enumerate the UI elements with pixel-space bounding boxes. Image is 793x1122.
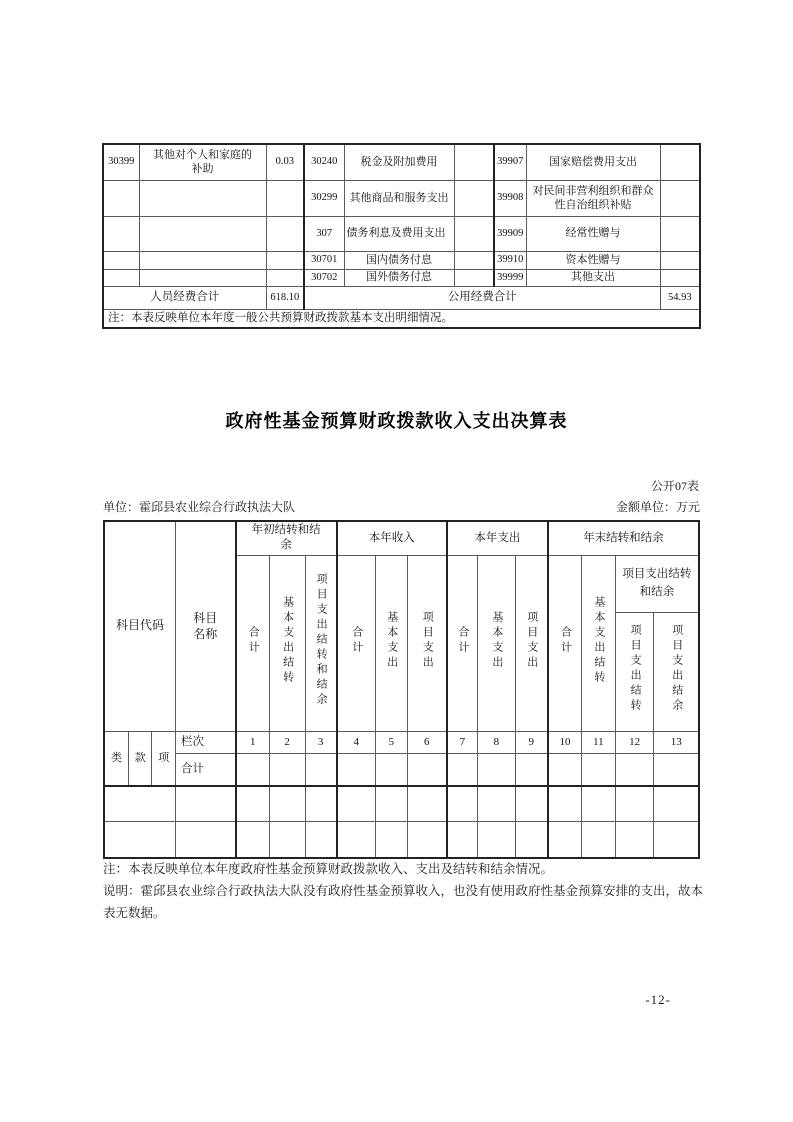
empty-cell <box>104 821 175 858</box>
column-number: 7 <box>447 731 478 753</box>
amount-cell <box>266 251 304 269</box>
empty-cell <box>447 753 478 786</box>
form-number-label: 公开07表 <box>650 479 699 493</box>
empty-cell <box>447 821 478 858</box>
empty-cell <box>615 753 654 786</box>
column-number: 11 <box>582 731 616 753</box>
totals-row <box>103 286 700 309</box>
code-cell: 39909 <box>494 216 526 251</box>
group-year-expenditure: 本年支出 <box>447 521 548 555</box>
empty-cell <box>447 786 478 821</box>
table-row <box>103 180 700 216</box>
column-number: 3 <box>305 731 337 753</box>
code-cell <box>103 251 139 269</box>
amount-unit-label: 金额单位：万元 <box>615 500 700 514</box>
public-total-label: 公用经费合计 <box>304 286 660 309</box>
empty-cell <box>477 821 515 858</box>
amount-cell <box>454 144 494 180</box>
column-number: 10 <box>548 731 582 753</box>
code-cell: 30399 <box>103 144 139 180</box>
amount-cell <box>266 180 304 216</box>
group-opening-balance: 年初结转和结余 <box>236 521 337 555</box>
subheader-cell: 合计 <box>548 555 582 731</box>
name-cell: 对民间非营利组织和群众性自治组织补贴 <box>526 180 660 216</box>
empty-cell <box>375 753 407 786</box>
empty-cell <box>236 753 270 786</box>
empty-cell <box>375 821 407 858</box>
empty-cell <box>236 821 270 858</box>
code-cell: 30299 <box>304 180 344 216</box>
empty-cell <box>337 821 376 858</box>
empty-cell <box>236 786 270 821</box>
personnel-total-label: 人员经费合计 <box>103 286 266 309</box>
empty-cell <box>269 786 305 821</box>
code-cell: 30701 <box>304 251 344 269</box>
column-number: 4 <box>337 731 376 753</box>
amount-cell <box>660 180 700 216</box>
empty-cell <box>337 786 376 821</box>
note-row <box>103 309 700 328</box>
column-number: 9 <box>515 731 548 753</box>
table-row <box>103 144 700 180</box>
table-row <box>103 251 700 269</box>
empty-cell <box>175 786 235 821</box>
name-cell: 资本性赠与 <box>526 251 660 269</box>
empty-cell <box>305 821 337 858</box>
amount-cell <box>454 251 494 269</box>
name-cell <box>139 216 266 251</box>
code-cell <box>103 216 139 251</box>
empty-cell <box>615 786 654 821</box>
amount-cell <box>454 269 494 286</box>
code-item-header: 项 <box>152 731 176 786</box>
name-cell: 其他支出 <box>526 269 660 286</box>
empty-cell <box>269 753 305 786</box>
subject-code-header: 科目代码 <box>104 521 175 731</box>
code-cell: 30240 <box>304 144 344 180</box>
code-cell: 39907 <box>494 144 526 180</box>
code-cell: 39999 <box>494 269 526 286</box>
code-section-header: 款 <box>128 731 151 786</box>
code-cell <box>103 269 139 286</box>
empty-cell <box>104 786 175 821</box>
amount-cell <box>660 144 700 180</box>
empty-cell <box>582 786 616 821</box>
column-number: 12 <box>615 731 654 753</box>
amount-cell: 0.03 <box>266 144 304 180</box>
unit-info-row <box>103 498 700 515</box>
code-class-header: 类 <box>104 731 128 786</box>
column-index-label: 栏次 <box>175 731 235 753</box>
amount-cell <box>660 251 700 269</box>
subheader-cell: 项目支出结余 <box>654 612 699 731</box>
amount-cell <box>660 216 700 251</box>
subheader-cell: 项目支出 <box>515 555 548 731</box>
empty-cell <box>477 753 515 786</box>
empty-cell <box>175 821 235 858</box>
basic-expenditure-table <box>102 143 701 329</box>
empty-cell <box>548 786 582 821</box>
section-title: 政府性基金预算财政拨款收入支出决算表 <box>225 411 568 431</box>
name-cell: 债务利息及费用支出 <box>344 216 454 251</box>
table-note: 注：本表反映单位本年度政府性基金预算财政拨款收入、支出及结转和结余情况。 <box>103 862 554 876</box>
table-note: 注：本表反映单位本年度一般公共预算财政拨款基本支出明细情况。 <box>103 309 700 328</box>
subheader-cell: 项目支出 <box>407 555 447 731</box>
subject-name-header <box>175 521 235 731</box>
total-row <box>104 753 699 786</box>
column-number-row <box>104 731 699 753</box>
amount-cell <box>454 180 494 216</box>
name-cell: 国外债务付息 <box>344 269 454 286</box>
name-cell <box>139 269 266 286</box>
empty-cell <box>515 821 548 858</box>
nested-group-header: 项目支出结转和结余 <box>615 555 699 612</box>
total-row-label: 合计 <box>175 753 235 786</box>
name-cell: 国家赔偿费用支出 <box>526 144 660 180</box>
personnel-total-value: 618.10 <box>266 286 304 309</box>
empty-cell <box>407 821 447 858</box>
name-cell: 其他商品和服务支出 <box>344 180 454 216</box>
empty-data-row <box>104 821 699 858</box>
code-cell: 39908 <box>494 180 526 216</box>
column-number: 8 <box>477 731 515 753</box>
empty-cell <box>477 786 515 821</box>
amount-cell <box>454 216 494 251</box>
footnotes <box>103 858 709 924</box>
group-year-income: 本年收入 <box>337 521 447 555</box>
amount-cell <box>660 269 700 286</box>
code-cell: 30702 <box>304 269 344 286</box>
header-group-row <box>104 521 699 555</box>
name-cell: 经常性赠与 <box>526 216 660 251</box>
column-number: 1 <box>236 731 270 753</box>
empty-cell <box>337 753 376 786</box>
empty-cell <box>582 753 616 786</box>
amount-cell <box>266 216 304 251</box>
empty-cell <box>269 821 305 858</box>
empty-cell <box>654 753 699 786</box>
empty-cell <box>548 821 582 858</box>
unit-label: 单位：霍邱县农业综合行政执法大队 <box>103 500 296 514</box>
subheader-cell: 合计 <box>447 555 478 731</box>
subheader-cell: 基本支出结转 <box>582 555 616 731</box>
subheader-cell: 合计 <box>337 555 376 731</box>
table-row <box>103 269 700 286</box>
name-cell: 税金及附加费用 <box>344 144 454 180</box>
subheader-cell: 基本支出 <box>375 555 407 731</box>
code-cell: 39910 <box>494 251 526 269</box>
column-number: 2 <box>269 731 305 753</box>
name-cell: 其他对个人和家庭的补助 <box>139 144 266 180</box>
empty-cell <box>305 753 337 786</box>
code-cell: 307 <box>304 216 344 251</box>
table-explanation: 说明：霍邱县农业综合行政执法大队没有政府性基金预算收入，也没有使用政府性基金预算安排的支出，故本表无数据。 <box>103 884 704 920</box>
name-cell <box>139 180 266 216</box>
empty-cell <box>548 753 582 786</box>
subheader-cell: 合计 <box>236 555 270 731</box>
column-number: 6 <box>407 731 447 753</box>
column-number: 13 <box>654 731 699 753</box>
subheader-cell: 基本支出结转 <box>269 555 305 731</box>
subheader-cell: 项目支出结转和结余 <box>305 555 337 731</box>
code-cell <box>103 180 139 216</box>
empty-cell <box>615 821 654 858</box>
public-total-value: 54.93 <box>660 286 700 309</box>
subheader-cell: 基本支出 <box>477 555 515 731</box>
empty-cell <box>407 753 447 786</box>
empty-cell <box>515 753 548 786</box>
empty-cell <box>515 786 548 821</box>
empty-cell <box>654 821 699 858</box>
page-number: -12- <box>645 992 671 1007</box>
government-fund-table <box>103 520 700 859</box>
name-cell <box>139 251 266 269</box>
empty-cell <box>375 786 407 821</box>
empty-cell <box>654 786 699 821</box>
table-row <box>103 216 700 251</box>
group-yearend-balance: 年末结转和结余 <box>548 521 699 555</box>
amount-cell <box>266 269 304 286</box>
empty-cell <box>407 786 447 821</box>
subject-name-text: 科目名称 <box>193 611 218 642</box>
empty-cell <box>305 786 337 821</box>
name-cell: 国内债务付息 <box>344 251 454 269</box>
subheader-cell: 项目支出结转 <box>615 612 654 731</box>
column-number: 5 <box>375 731 407 753</box>
empty-data-row <box>104 786 699 821</box>
empty-cell <box>582 821 616 858</box>
